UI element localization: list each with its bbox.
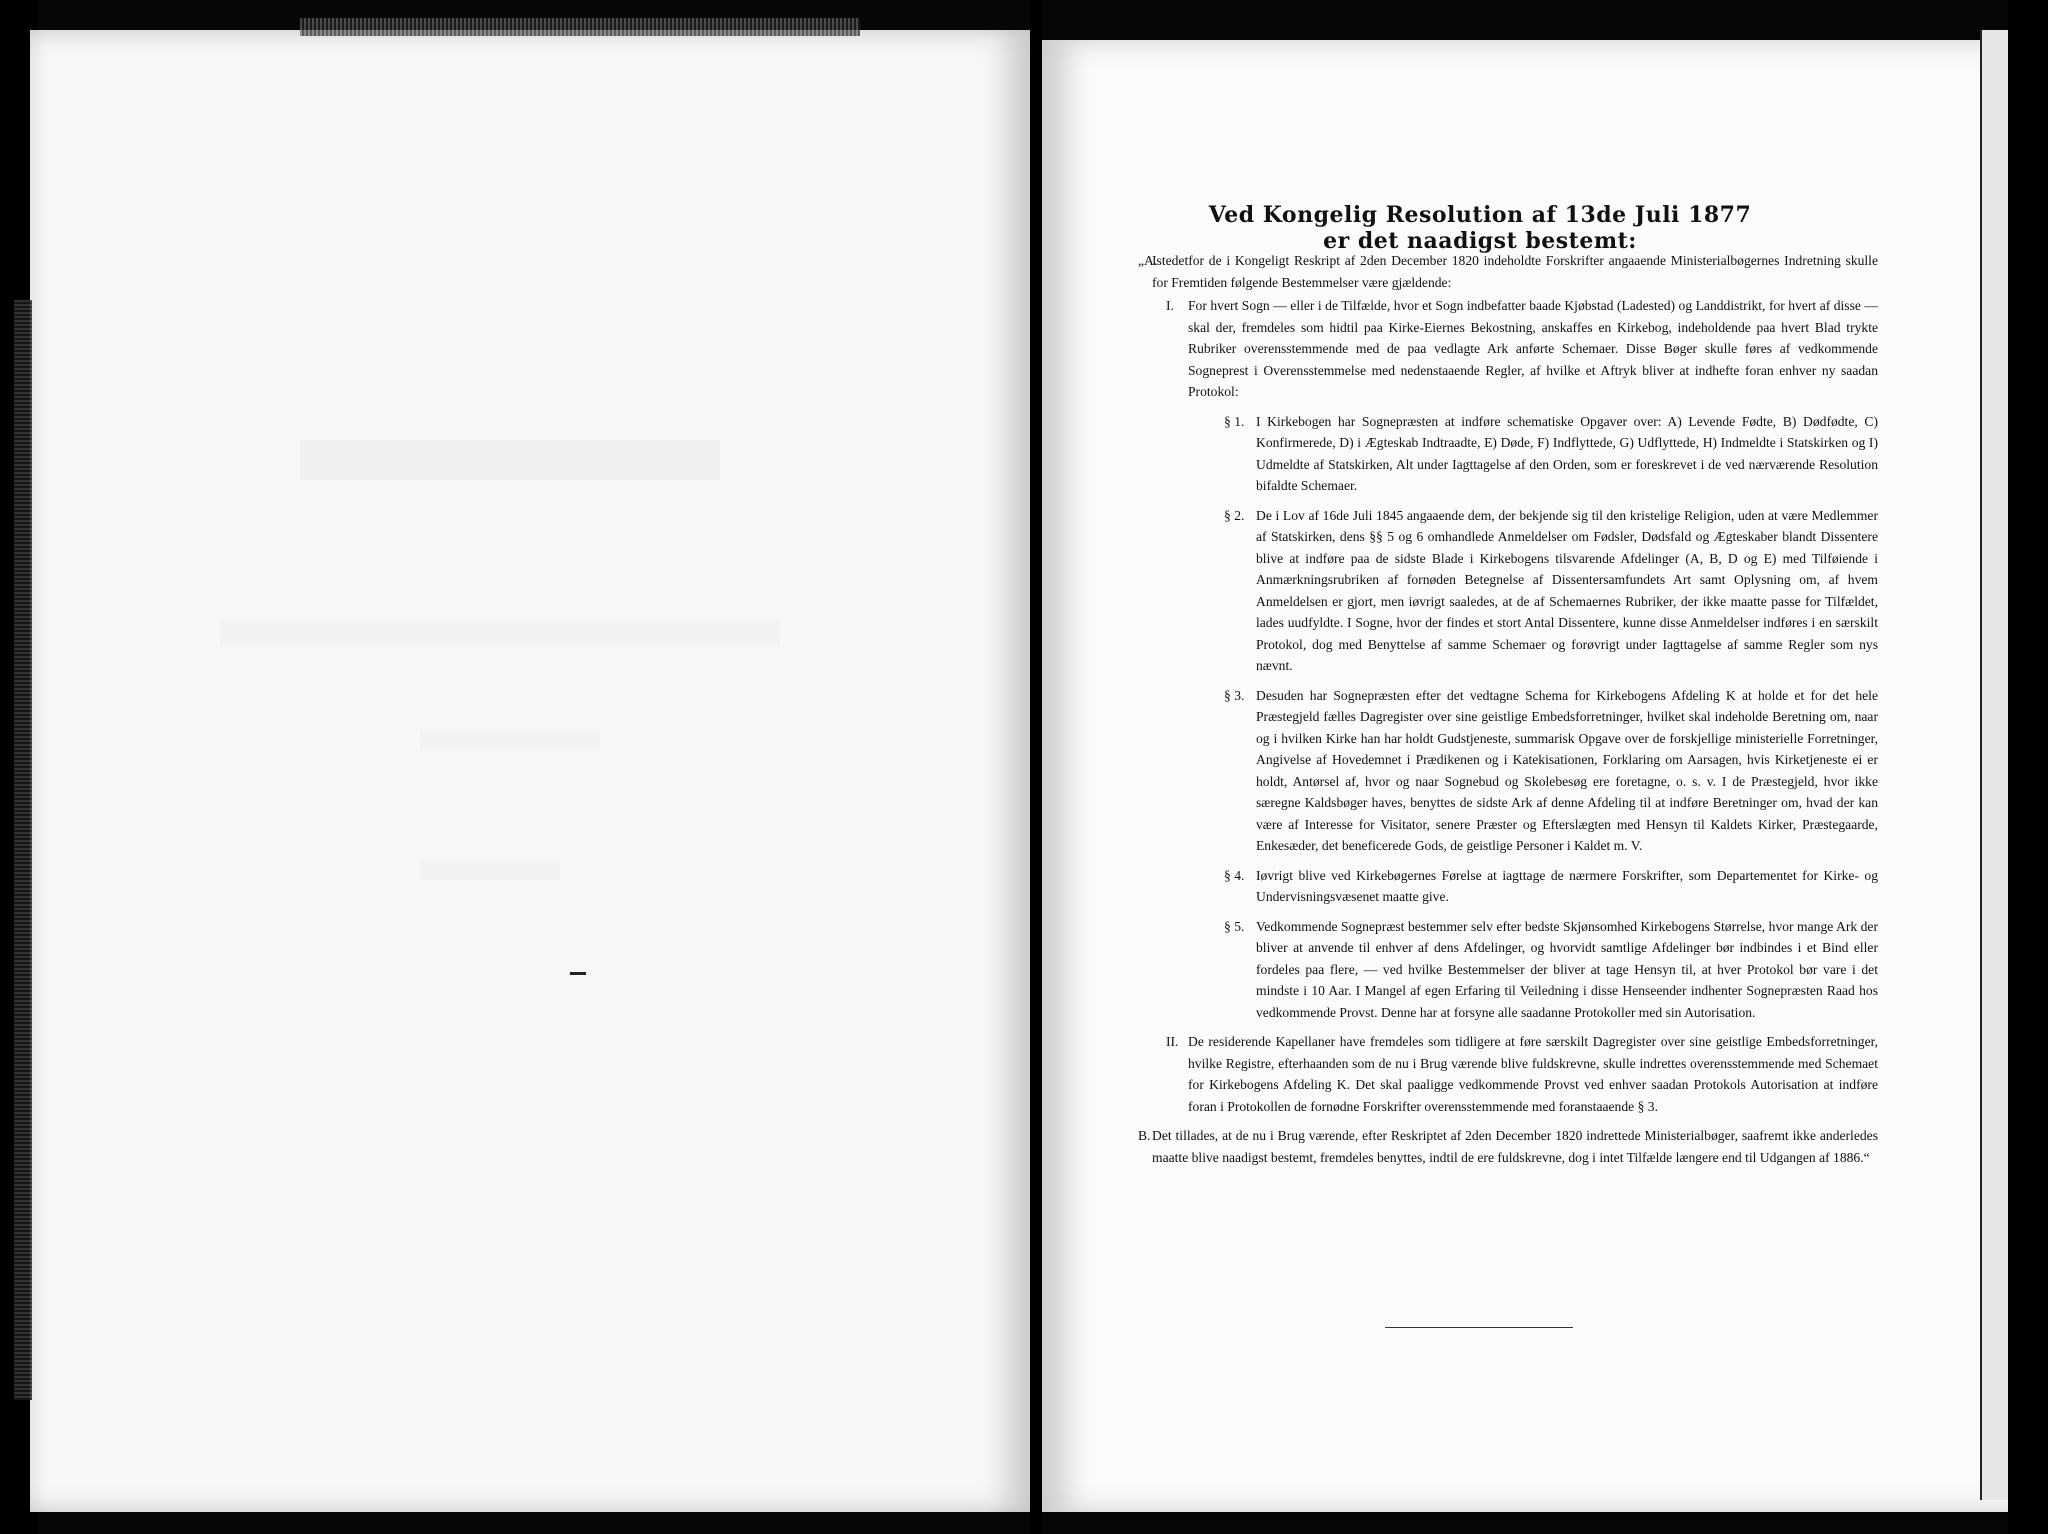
section-a-label: „A. <box>1138 253 1158 268</box>
section-text: Iøvrigt blive ved Kirkebøgernes Førelse at iagttage de nærmere Forskrifter, som Departementet for Kirke- og Undervisningsvæsenet maatte give. <box>1256 867 1878 904</box>
section-paragraph <box>1188 916 1878 1024</box>
resolution-title: Ved Kongelig Resolution af 13de Juli 1877 er det naadigst bestemt: <box>1208 202 1752 254</box>
section-b-label: B. <box>1138 1128 1151 1143</box>
part-ii-label: II. <box>1166 1034 1179 1049</box>
right-binding-strip <box>2008 0 2048 1534</box>
section-text: Desuden har Sognepræsten efter det vedtagne Schema for Kirkebogens Afdeling K at holde et for det hele Præstegjeld fælles Dagregister over sine geistlige Embedsforretninger, hvilket skal indeholde Beretning om, naar og i hvilken Kirke han har holdt Gudstjeneste, summarisk Opgave over de forskjellige ministerielle Forretninger, Angivelse af Hovedemnet i Prædikenen og i Katekisationen, Forklaring om Aarsagen, hvis Kirketjeneste ei er holdt, Antørsel af, hvor og naar Sognebud og Skolebesøg ere foretagne, o. s. v. I de Præstegjeld, hvor ikke særegne Kaldsbøger haves, benyttes de sidste Ark af denne Afdeling til at indføre Beretninger om, hvad der kan være af Interesse for Visitator, senere Præster og Efterslægten med Hensyn til Kaldets Kirker, Præstegaarde, Enkesæder, det beneficerede Gods, de geistlige Personer i Kaldet m. V. <box>1256 687 1878 853</box>
section-text: I Kirkebogen har Sognepræsten at indføre schematiske Opgaver over: A) Levende Fødte, B) Dødfødte, C) Konfirmerede, D) i Ægteskab Indtraadte, E) Døde, F) Indflyttede, G) Udflyttede, H) Indmeldte i Statskirken og I) Udmeldte af Statskirken, Alt under Iagttagelse af den Orden, som er foreskrevet i de ved nærværende Resolution bifaldte Schemaer. <box>1256 413 1878 493</box>
section-paragraph <box>1188 865 1878 908</box>
section-a-text: Istedetfor de i Kongeligt Reskript af 2den December 1820 indeholdte Forskrifter angaaende Ministerialbøgernes Indretning skulle for Fremtiden følgende Bestemmelser være gjældende: <box>1152 253 1878 290</box>
book-gutter <box>1030 0 1042 1534</box>
section-text: De i Lov af 16de Juli 1845 angaaende dem, der bekjende sig til den kristelige Religion, uden at være Medlemmer af Statskirken, dens §§ 5 og 6 omhandlede Anmeldelser om Fødsler, Dødsfald og Ægteskaber blandt Dissentere blive at indføre paa de sidste Blade i Kirkebogens tilsvarende Afdelinger (A, B, D og E) med Tilføiende i Anmærkningsrubriken af fornøden Betegnelse af Dissentersamfundets Art samt Oplysning om, af hvem Anmeldelsen er gjort, men iøvrigt saaledes, at de af Schemaernes Rubriker, der ikke maatte passe for Tilfældet, lades uudfyldte. I Sogne, hvor der findes et stort Antal Dissentere, kunne disse Anmeldelser indføres i en særskilt Protokol, dog med Benyttelse af samme Schemaer og forøvrigt under Iagttagelse af samme Regler som nys nævnt. <box>1256 507 1878 673</box>
resolution-body <box>1138 250 1878 1168</box>
small-ink-mark <box>570 972 586 975</box>
part-i <box>1152 295 1878 1023</box>
section-text: Vedkommende Sognepræst bestemmer selv efter bedste Skjønsomhed Kirkebogens Størrelse, hvor mange Ark der bliver at anvende til enhver af dens Afdelinger, og hvorvidt samtlige Afdelinger bør indbindes i et Bind eller fordeles paa flere, — ved hvilke Bestemmelser der bliver at tage Hensyn til, at hver Protokol bør vare i det mindste i 10 Aar. I Mangel af egen Erfaring til Veiledning i disse Henseender indhenter Sognepræsten Raad hos vedkommende Provst. Denne har at forsyne alle saadanne Protokoller med sin Autorisation. <box>1256 918 1878 1020</box>
section-label: § 5. <box>1224 918 1245 934</box>
part-ii <box>1152 1031 1878 1117</box>
section-label: § 2. <box>1224 507 1245 523</box>
section-paragraph <box>1188 505 1878 677</box>
section-b-text: Det tillades, at de nu i Brug værende, efter Reskriptet af 2den December 1820 indrettede Ministerialbøger, saafremt ikke anderledes maatte blive naadigst bestemt, fremdeles benyttes, indtil de ere fuldskrevne, dog i intet Tilfælde længere end til Udgangen af 1886.“ <box>1152 1128 1878 1165</box>
section-paragraph <box>1188 411 1878 497</box>
section-paragraph <box>1188 685 1878 857</box>
section-label: § 1. <box>1224 413 1245 429</box>
left-page-edge <box>14 300 32 1400</box>
section-label: § 3. <box>1224 687 1245 703</box>
section-a <box>1138 250 1878 1117</box>
left-page-blank <box>30 30 1030 1512</box>
section-b <box>1138 1125 1878 1168</box>
part-i-text: For hvert Sogn — eller i de Tilfælde, hvor et Sogn indbefatter baade Kjøbstad (Ladested) og Landdistrikt, for hvert af disse — skal der, fremdeles som hidtil paa Kirke-Eiernes Bekostning, anskaffes en Kirkebog, indeholdende paa hvert Blad trykte Rubriker overensstemmende med de paa vedlagte Ark anførte Schemaer. Disse Bøger skulle føres af vedkommende Sogneprest i Overensstemmelse med nedenstaaende Regler, af hvilke et Aftryk bliver at indhefte foran enhver ny saadan Protokol: <box>1188 298 1878 399</box>
top-edge-hatching <box>300 18 860 36</box>
closing-rule <box>1385 1327 1573 1328</box>
right-page-edge <box>1980 30 2010 1500</box>
section-label: § 4. <box>1224 867 1245 883</box>
part-ii-text: De residerende Kapellaner have fremdeles som tidligere at føre særskilt Dagregister over sine geistlige Embedsforretninger, hvilke Registre, efterhaanden som de nu i Brug værende blive fuldskrevne, skulle indrettes overensstemmende med Schemaet for Kirkebogens Afdeling K. Det skal paaligge vedkommende Provst ved enhver saadan Protokols Autorisation at indføre foran i Protokollen de fornødne Forskrifter overensstemmende med foranstaaende § 3. <box>1188 1034 1878 1114</box>
part-i-label: I. <box>1166 298 1174 313</box>
